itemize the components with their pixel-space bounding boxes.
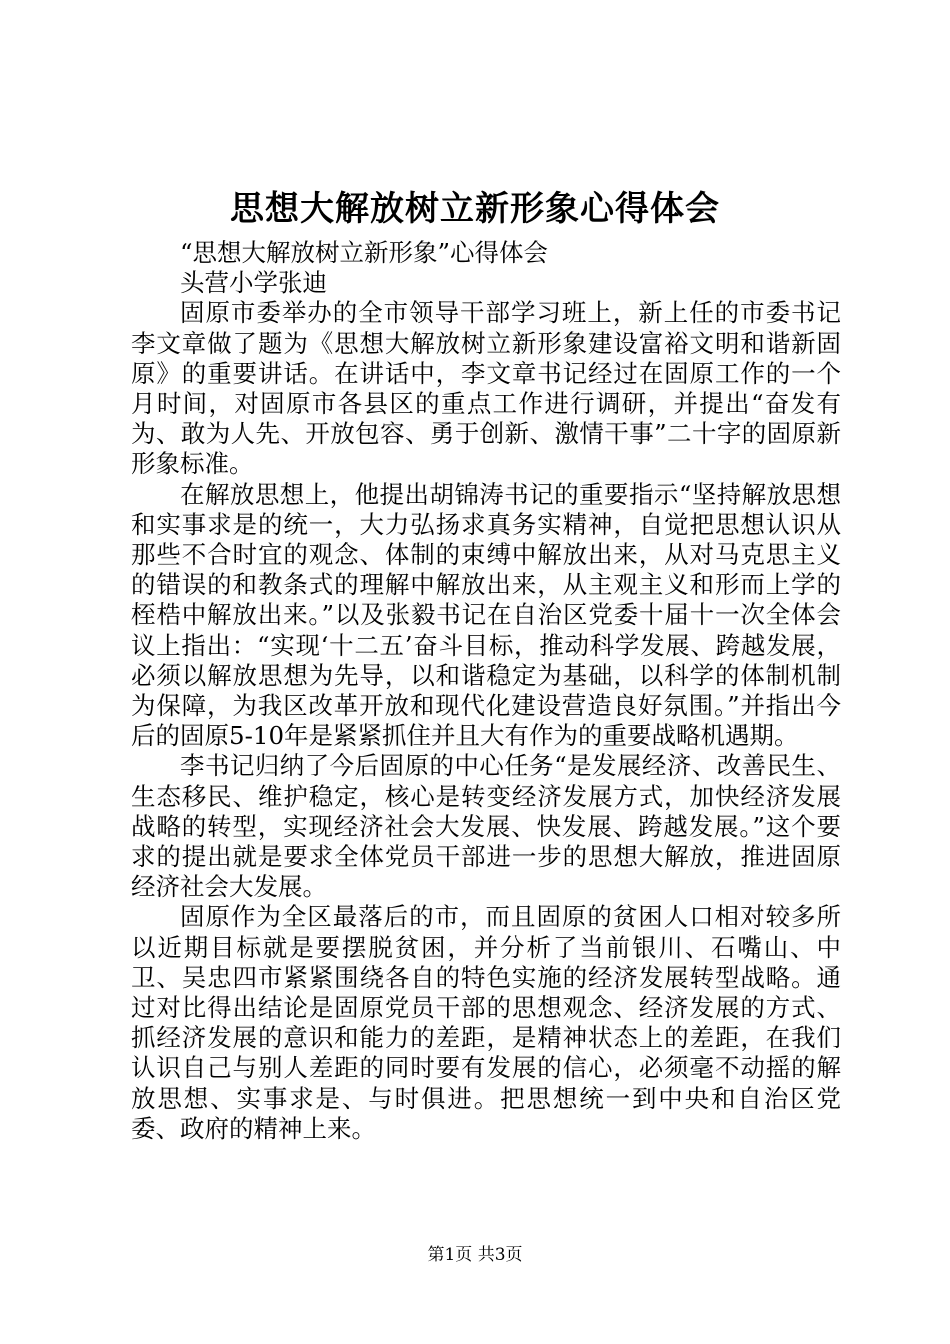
- body-paragraph: 固原市委举办的全市领导干部学习班上，新上任的市委书记李文章做了题为《思想大解放树立新形象建设富裕文明和谐新固原》的重要讲话。在讲话中，李文章书记经过在固原工作的一个月时间，对固原市各县区的重点工作进行调研，并提出“奋发有为、敢为人先、开放包容、勇于创新、激情干事”二十字的固原新形象标准。: [131, 298, 841, 479]
- body-paragraph: 固原作为全区最落后的市，而且固原的贫困人口相对较多所以近期目标就是要摆脱贫困，并分析了当前银川、石嘴山、中卫、吴忠四市紧紧围绕各自的特色实施的经济发展转型战略。通过对比得出结论是固原党员干部的思想观念、经济发展的方式、抓经济发展的意识和能力的差距，是精神状态上的差距，在我们认识自己与别人差距的同时要有发展的信心，必须毫不动摇的解放思想、实事求是、与时俱进。把思想统一到中央和自治区党委、政府的精神上来。: [131, 902, 841, 1143]
- subtitle-paragraph: “思想大解放树立新形象”心得体会: [180, 238, 549, 267]
- body-paragraph: 李书记归纳了今后固原的中心任务“是发展经济、改善民生、生态移民、维护稳定，核心是转变经济发展方式，加快经济发展战略的转型，实现经济社会大发展、快发展、跨越发展。”这个要求的提出就是要求全体党员干部进一步的思想大解放，推进固原经济社会大发展。: [131, 751, 841, 902]
- page-number-footer: 第1页 共3页: [427, 1245, 523, 1265]
- author-line: 头营小学张迪: [180, 268, 327, 298]
- body-paragraph: 在解放思想上，他提出胡锦涛书记的重要指示“坚持解放思想和实事求是的统一，大力弘扬求真务实精神，自觉把思想认识从那些不合时宜的观念、体制的束缚中解放出来，从对马克思主义的错误的和教条式的理解中解放出来，从主观主义和形而上学的桎梏中解放出来。”以及张毅书记在自治区党委十届十一次全体会议上指出：“实现‘十二五’奋斗目标，推动科学发展、跨越发展，必须以解放思想为先导，以和谐稳定为基础，以科学的体制机制为保障，为我区改革开放和现代化建设营造良好氛围。”并指出今后的固原5-10年是紧紧抓住并且大有作为的重要战略机遇期。: [131, 479, 841, 751]
- document-title: 思想大解放树立新形象心得体会: [230, 189, 720, 229]
- document-body: [131, 238, 841, 1144]
